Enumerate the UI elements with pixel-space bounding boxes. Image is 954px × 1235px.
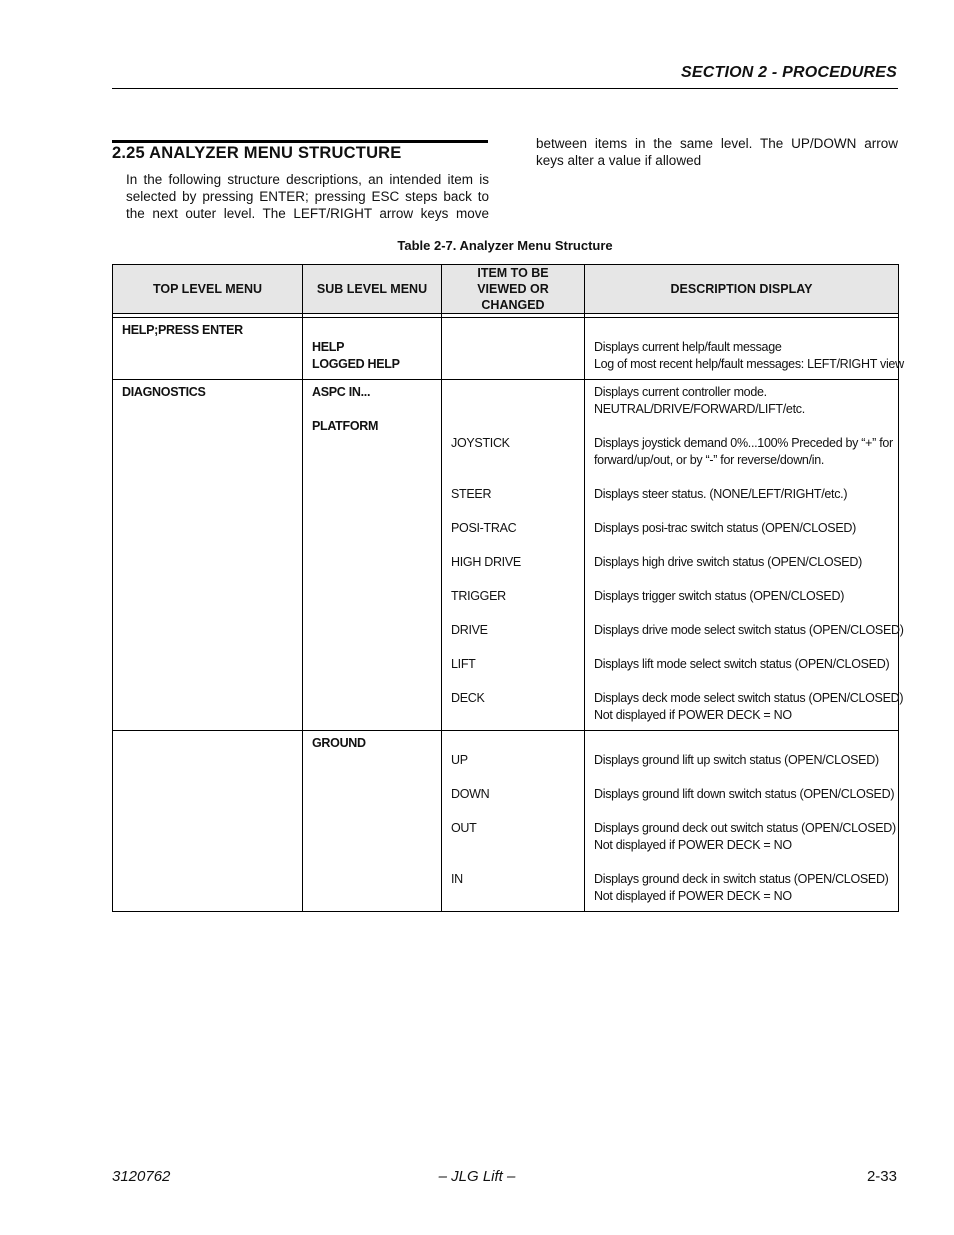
- cell-line: [451, 837, 575, 854]
- cell-description: [585, 380, 904, 731]
- intro-paragraph-right: [536, 135, 898, 169]
- cell-line: OUT: [451, 821, 477, 835]
- cell-line: [451, 735, 575, 752]
- header-divider: [112, 88, 898, 89]
- header-sub-level-menu: SUB LEVEL MENU: [303, 265, 442, 314]
- cell-line: [594, 803, 889, 820]
- cell-line: HIGH DRIVE: [451, 555, 521, 569]
- cell-line: Displays lift mode select switch status (OPEN/CLOSED): [594, 657, 890, 671]
- cell-line: ASPC IN...: [312, 385, 371, 399]
- cell-line: Log of most recent help/fault messages: LEFT/RIGHT view: [594, 357, 904, 371]
- table-row: [113, 318, 899, 380]
- cell-line: [451, 673, 575, 690]
- cell-line: [594, 322, 889, 339]
- cell-description: [585, 731, 899, 912]
- cell-line: [451, 401, 575, 418]
- cell-item: [442, 380, 585, 731]
- cell-line: Displays joystick demand 0%...100% Preceded by “+” for: [594, 436, 893, 450]
- cell-line: [451, 803, 575, 820]
- header-top-level-menu: TOP LEVEL MENU: [113, 265, 303, 314]
- cell-line: [594, 418, 889, 435]
- cell-line: TRIGGER: [451, 589, 506, 603]
- paragraph-line: the next outer level. The LEFT/RIGHT arrow keys move: [126, 206, 489, 221]
- cell-line: [312, 322, 432, 339]
- cell-line: [594, 605, 889, 622]
- cell-line: Displays ground deck in switch status (OPEN/CLOSED): [594, 872, 889, 886]
- cell-line: [594, 469, 889, 486]
- cell-line: [122, 339, 293, 356]
- cell-line: DOWN: [451, 787, 490, 801]
- table-row: [113, 380, 899, 731]
- cell-item: [442, 318, 585, 380]
- cell-line: [594, 769, 889, 786]
- cell-line: [451, 571, 575, 588]
- cell-description: [585, 318, 904, 380]
- cell-line: [451, 605, 575, 622]
- cell-line: DIAGNOSTICS: [122, 385, 206, 399]
- cell-line: LOGGED HELP: [312, 357, 400, 371]
- paragraph-line: between items in the same level. The UP/DOWN arrow: [536, 136, 898, 151]
- page-number: 2-33: [866, 1168, 897, 1185]
- cell-line: [451, 452, 575, 469]
- cell-sub-level: [303, 318, 442, 380]
- cell-line: Displays trigger switch status (OPEN/CLOSED): [594, 589, 845, 603]
- cell-top-level: [113, 380, 303, 731]
- cell-line: Displays high drive switch status (OPEN/CLOSED): [594, 555, 862, 569]
- cell-line: [594, 639, 889, 656]
- cell-line: [451, 356, 575, 373]
- cell-line: [451, 384, 575, 401]
- cell-line: Not displayed if POWER DECK = NO: [594, 838, 792, 852]
- analyzer-menu-table: [112, 264, 904, 912]
- cell-line: Displays posi-trac switch status (OPEN/CLOSED): [594, 521, 856, 535]
- cell-line: Displays ground lift down switch status (OPEN/CLOSED): [594, 787, 895, 801]
- cell-sub-level: [303, 731, 442, 912]
- table-row: [113, 731, 899, 912]
- cell-line: DRIVE: [451, 623, 488, 637]
- cell-line: Displays deck mode select switch status (OPEN/CLOSED): [594, 691, 904, 705]
- intro-paragraph-left: [126, 171, 489, 222]
- footer-brand: – JLG Lift –: [438, 1168, 516, 1185]
- cell-line: HELP: [312, 340, 345, 354]
- cell-line: [594, 673, 889, 690]
- cell-line: [122, 356, 293, 373]
- cell-line: [451, 418, 575, 435]
- cell-line: HELP;PRESS ENTER: [122, 323, 243, 337]
- cell-line: [451, 888, 575, 905]
- cell-line: PLATFORM: [312, 419, 379, 433]
- cell-line: Displays drive mode select switch status (OPEN/CLOSED): [594, 623, 904, 637]
- cell-line: [451, 854, 575, 871]
- cell-top-level: [113, 731, 303, 912]
- section-title: 2.25 ANALYZER MENU STRUCTURE: [112, 144, 402, 162]
- cell-line: Displays steer status. (NONE/LEFT/RIGHT/etc.): [594, 487, 848, 501]
- cell-line: [451, 339, 575, 356]
- cell-line: [594, 537, 889, 554]
- header-item-label: ITEM TO BE VIEWED OR CHANGED: [477, 266, 549, 312]
- cell-line: Not displayed if POWER DECK = NO: [594, 708, 792, 722]
- cell-sub-level: [303, 380, 442, 731]
- cell-line: [122, 735, 293, 752]
- cell-line: [451, 707, 575, 724]
- paragraph-line: In the following structure descriptions, an intended item is: [126, 172, 489, 187]
- section-title-rule: [112, 140, 488, 143]
- cell-line: [312, 401, 432, 418]
- document-number: 3120762: [112, 1168, 171, 1185]
- cell-line: JOYSTICK: [451, 436, 510, 450]
- cell-line: [594, 571, 889, 588]
- header-description-display: DESCRIPTION DISPLAY: [585, 265, 899, 314]
- cell-line: Displays ground lift up switch status (OPEN/CLOSED): [594, 753, 879, 767]
- cell-line: NEUTRAL/DRIVE/FORWARD/LIFT/etc.: [594, 402, 805, 416]
- cell-line: Not displayed if POWER DECK = NO: [594, 889, 792, 903]
- cell-line: Displays ground deck out switch status (OPEN/CLOSED): [594, 821, 896, 835]
- cell-line: [594, 503, 889, 520]
- cell-line: IN: [451, 872, 463, 886]
- cell-line: UP: [451, 753, 468, 767]
- section-header: SECTION 2 - PROCEDURES: [681, 64, 897, 81]
- paragraph-line: keys alter a value if allowed: [536, 153, 702, 168]
- cell-line: GROUND: [312, 736, 366, 750]
- cell-line: [451, 322, 575, 339]
- cell-line: forward/up/out, or by “-” for reverse/down/in.: [594, 453, 825, 467]
- cell-line: POSI-TRAC: [451, 521, 517, 535]
- cell-line: Displays current controller mode.: [594, 385, 767, 399]
- cell-line: STEER: [451, 487, 492, 501]
- cell-line: Displays current help/fault message: [594, 340, 782, 354]
- table-header-row: [113, 265, 899, 314]
- cell-item: [442, 731, 585, 912]
- paragraph-line: selected by pressing ENTER; pressing ESC steps back to: [126, 189, 489, 204]
- cell-line: DECK: [451, 691, 485, 705]
- cell-line: [451, 469, 575, 486]
- cell-top-level: [113, 318, 303, 380]
- cell-line: [451, 769, 575, 786]
- cell-line: [451, 537, 575, 554]
- cell-line: LIFT: [451, 657, 476, 671]
- header-item-to-be-viewed: [442, 265, 585, 314]
- cell-line: [451, 639, 575, 656]
- cell-line: [594, 854, 889, 871]
- cell-line: [594, 735, 889, 752]
- cell-line: [451, 503, 575, 520]
- table-caption: Table 2-7. Analyzer Menu Structure: [397, 238, 613, 253]
